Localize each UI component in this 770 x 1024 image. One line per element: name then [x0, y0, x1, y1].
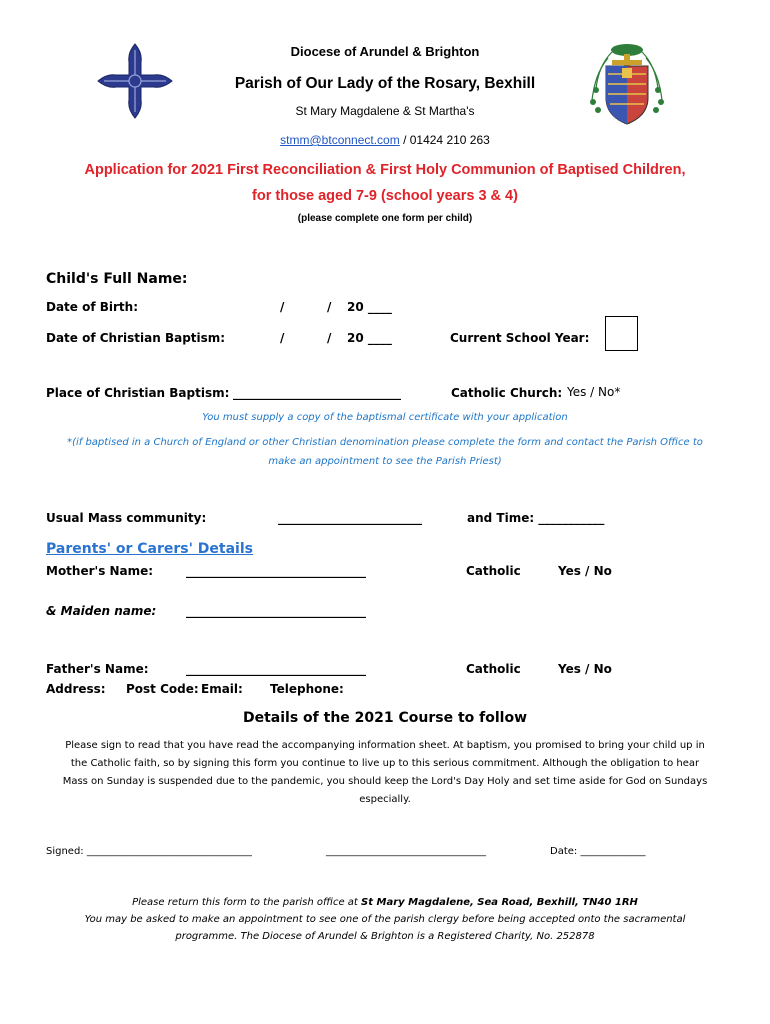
course-paragraph-line4: especially.	[359, 794, 411, 805]
form-title-line1: Application for 2021 First Reconciliation & First Holy Communion of Baptised Children,	[84, 162, 686, 178]
catholic-church-label: Catholic Church:	[451, 386, 563, 400]
postcode-label: Post Code:	[126, 682, 199, 696]
course-heading: Details of the 2021 Course to follow	[242, 710, 528, 726]
form-title-line2: for those aged 7-9 (school years 3 & 4)	[252, 188, 518, 204]
school-year-label: Current School Year:	[450, 331, 590, 345]
other-denomination-note-2: make an appointment to see the Parish Priest)	[268, 456, 502, 467]
parents-heading: Parents' or Carers' Details	[46, 541, 253, 557]
diocese-name: Diocese of Arundel & Brighton	[290, 44, 480, 59]
baptism-certificate-note: You must supply a copy of the baptismal certificate with your application	[202, 412, 568, 423]
mass-community-label: Usual Mass community:	[46, 511, 207, 525]
school-year-box[interactable]	[605, 316, 638, 351]
contact-line	[0, 133, 770, 147]
churches-line: St Mary Magdalene & St Martha's	[295, 104, 475, 118]
mass-community-field[interactable]: ________________________	[278, 511, 422, 525]
child-full-name-label: Child's Full Name:	[46, 271, 188, 287]
address-label: Address:	[46, 682, 106, 696]
telephone-label: Telephone:	[270, 682, 344, 696]
form-title-note: (please complete one form per child)	[297, 213, 473, 224]
dob-slash-1[interactable]: /	[280, 300, 285, 314]
course-paragraph-line3: Mass on Sunday is suspended due to the pandemic, you should keep the Lord's Day Holy and set time aside for God on Sundays	[62, 776, 708, 787]
maiden-name-label: & Maiden name:	[46, 604, 157, 618]
footer-line1	[0, 897, 770, 908]
parish-name: Parish of Our Lady of the Rosary, Bexhill	[234, 75, 536, 92]
baptism-year-field[interactable]: 20 ____	[347, 331, 392, 345]
footer-return-text: Please return this form to the parish office at	[132, 897, 362, 908]
dob-label: Date of Birth:	[46, 300, 139, 314]
catholic-church-choice[interactable]: Yes / No*	[567, 385, 621, 399]
email-link[interactable]: stmm@btconnect.com	[280, 133, 400, 147]
phone-number: / 01424 210 263	[399, 133, 490, 147]
mother-catholic-choice[interactable]: Yes / No	[558, 564, 612, 578]
maiden-name-field[interactable]: ______________________________	[186, 604, 366, 618]
signed-field[interactable]: Signed: _________________________________	[46, 846, 252, 857]
baptism-place-field[interactable]: ____________________________	[233, 386, 401, 400]
email-label: Email:	[201, 682, 243, 696]
father-name-label: Father's Name:	[46, 662, 149, 676]
father-catholic-label: Catholic	[466, 662, 521, 676]
mass-time-field[interactable]: and Time: ___________	[467, 511, 605, 525]
footer-line2: You may be asked to make an appointment to see one of the parish clergy before being accepted onto the sacramental	[84, 914, 686, 925]
mother-name-label: Mother's Name:	[46, 564, 154, 578]
footer-line3: programme. The Diocese of Arundel & Brighton is a Registered Charity, No. 252878	[175, 931, 595, 942]
second-signature-field[interactable]: ________________________________	[326, 846, 486, 857]
baptism-slash-2[interactable]: /	[327, 331, 332, 345]
baptism-place-label: Place of Christian Baptism:	[46, 386, 230, 400]
dob-year-field[interactable]: 20 ____	[347, 300, 392, 314]
father-catholic-choice[interactable]: Yes / No	[558, 662, 612, 676]
other-denomination-note-1: *(if baptised in a Church of England or other Christian denomination please complete the form and contact the Parish Office to	[67, 437, 703, 448]
baptism-slash-1[interactable]: /	[280, 331, 285, 345]
baptism-date-label: Date of Christian Baptism:	[46, 331, 226, 345]
date-field[interactable]: Date: _____________	[550, 846, 646, 857]
father-name-field[interactable]: ______________________________	[186, 662, 366, 676]
mother-catholic-label: Catholic	[466, 564, 521, 578]
course-paragraph-line1: Please sign to read that you have read the accompanying information sheet. At baptism, you promised to bring your child up in	[65, 740, 705, 751]
footer-address: St Mary Magdalene, Sea Road, Bexhill, TN40 1RH	[361, 897, 638, 908]
mother-name-field[interactable]: ______________________________	[186, 564, 366, 578]
course-paragraph-line2: the Catholic faith, so by signing this form you continue to live up to this serious commitment. Although the obligation to hear	[70, 758, 700, 769]
dob-slash-2[interactable]: /	[327, 300, 332, 314]
